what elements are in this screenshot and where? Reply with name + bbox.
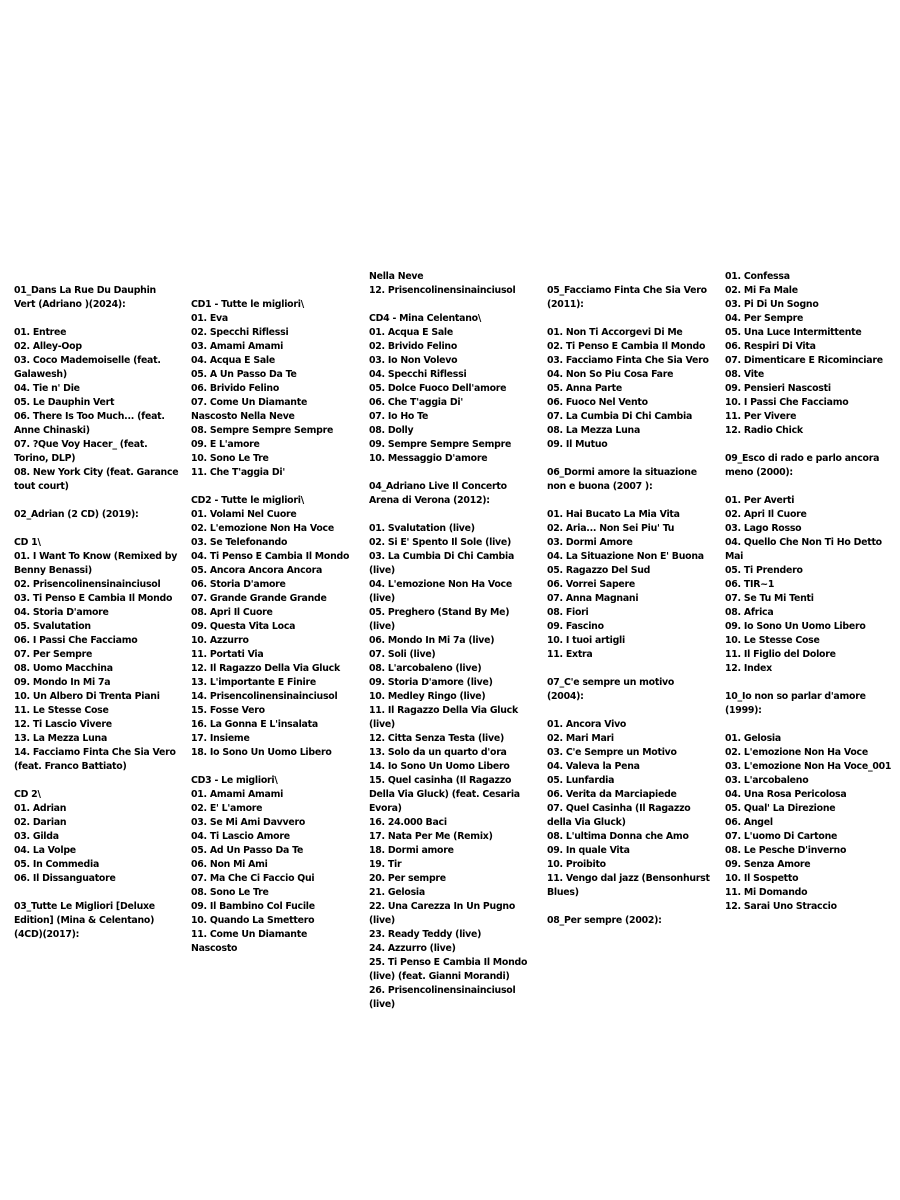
track-line: 04. Tie n' Die xyxy=(14,383,80,394)
track-line: 02. Si E' Spento Il Sole (live) xyxy=(369,537,512,548)
album-heading: 03_Tutte Le Migliori [Deluxe Edition] (Mina & Celentano)(4CD)(2017): xyxy=(14,901,155,940)
disc-heading: CD 1\ xyxy=(14,537,41,548)
track-line: 04. Una Rosa Pericolosa xyxy=(725,789,847,800)
tracklist-column-4 xyxy=(547,270,712,928)
track-line: 10. Azzurro xyxy=(191,635,249,646)
track-line: 06. Vorrei Sapere xyxy=(547,579,636,590)
track-line: 10. Sono Le Tre xyxy=(191,453,269,464)
track-line: 04. Non So Piu Cosa Fare xyxy=(547,369,674,380)
track-line: 25. Ti Penso E Cambia Il Mondo (live) (feat. Gianni Morandi) xyxy=(369,957,528,982)
disc-heading: CD2 - Tutte le migliori\ xyxy=(191,495,304,506)
track-line: 02. Prisencolinensinainciusol xyxy=(14,579,161,590)
blank-line xyxy=(191,284,351,298)
album-heading: 07_C'e sempre un motivo (2004): xyxy=(547,677,675,702)
track-line: 08. Vite xyxy=(725,369,765,380)
track-line: 11. Vengo dal jazz (Bensonhurst Blues) xyxy=(547,873,710,898)
track-line: 03. L'arcobaleno xyxy=(725,775,809,786)
album-heading: 10_Io non so parlar d'amore (1999): xyxy=(725,691,866,716)
track-line: 02. Apri Il Cuore xyxy=(725,509,807,520)
track-line: 10. I tuoi artigli xyxy=(547,635,625,646)
track-line: 11. Per Vivere xyxy=(725,411,797,422)
track-line: 05. Qual' La Direzione xyxy=(725,803,836,814)
track-line: 03. Dormi Amore xyxy=(547,537,633,548)
track-line: 13. La Mezza Luna xyxy=(14,733,108,744)
track-line: 02. Brivido Felino xyxy=(369,341,458,352)
track-line: 18. Io Sono Un Uomo Libero xyxy=(191,747,332,758)
track-line: 02. Mari Mari xyxy=(547,733,614,744)
track-line: 03. Pi Di Un Sogno xyxy=(725,299,819,310)
track-line: 05. Ancora Ancora Ancora xyxy=(191,565,323,576)
track-line: 08. Apri Il Cuore xyxy=(191,607,273,618)
track-line: 01. Eva xyxy=(191,313,228,324)
track-line: 03. Se Telefonando xyxy=(191,537,288,548)
disc-heading: CD1 - Tutte le migliori\ xyxy=(191,299,304,310)
track-line: 22. Una Carezza In Un Pugno (live) xyxy=(369,901,516,926)
track-line: 09. In quale Vita xyxy=(547,845,630,856)
track-line: 01. Volami Nel Cuore xyxy=(191,509,297,520)
track-line: 02. Darian xyxy=(14,817,67,828)
track-line: 05. Svalutation xyxy=(14,621,91,632)
track-line: 04. La Situazione Non E' Buona xyxy=(547,551,704,562)
track-line: 09. Il Mutuo xyxy=(547,439,608,450)
track-line: 06. Che T'aggia Di' xyxy=(369,397,463,408)
track-line: 08. La Mezza Luna xyxy=(547,425,641,436)
blank-line xyxy=(369,508,534,522)
track-line: 15. Fosse Vero xyxy=(191,705,265,716)
track-line: 09. Fascino xyxy=(547,621,604,632)
album-heading: 05_Facciamo Finta Che Sia Vero (2011): xyxy=(547,285,707,310)
track-line: 26. Prisencolinensinainciusol (live) xyxy=(369,985,516,1010)
track-line: 04. Specchi Riflessi xyxy=(369,369,467,380)
track-line: 02. Alley-Oop xyxy=(14,341,82,352)
track-line: 07. Come Un Diamante Nascosto Nella Neve xyxy=(191,397,308,422)
track-line: 14. Facciamo Finta Che Sia Vero (feat. Franco Battiato) xyxy=(14,747,176,772)
blank-line xyxy=(191,480,351,494)
track-line: 06. Storia D'amore xyxy=(191,579,286,590)
blank-line xyxy=(14,270,180,284)
track-line: 10. Il Sospetto xyxy=(725,873,799,884)
tracklist-column-5 xyxy=(725,270,895,914)
track-line: 10. Medley Ringo (live) xyxy=(369,691,486,702)
track-line: 07. ?Que Voy Hacer_ (feat. Torino, DLP) xyxy=(14,439,148,464)
track-line: 05. Una Luce Intermittente xyxy=(725,327,862,338)
track-line: 02. L'emozione Non Ha Voce xyxy=(191,523,334,534)
track-line: 05. Lunfardia xyxy=(547,775,615,786)
track-line: 09. Questa Vita Loca xyxy=(191,621,296,632)
track-line: 03. Io Non Volevo xyxy=(369,355,458,366)
track-line: 01. Acqua E Sale xyxy=(369,327,453,338)
track-line: 03. L'emozione Non Ha Voce_001 xyxy=(725,761,892,772)
blank-line xyxy=(725,480,895,494)
track-line: 03. C'e Sempre un Motivo xyxy=(547,747,677,758)
track-line: 03. Se Mi Ami Davvero xyxy=(191,817,306,828)
track-line: 23. Ready Teddy (live) xyxy=(369,929,482,940)
track-line: 02. E' L'amore xyxy=(191,803,263,814)
track-line: 03. Facciamo Finta Che Sia Vero xyxy=(547,355,709,366)
track-line: 05. Preghero (Stand By Me) (live) xyxy=(369,607,510,632)
track-line: 08. Sempre Sempre Sempre xyxy=(191,425,334,436)
track-line: 14. Prisencolinensinainciusol xyxy=(191,691,338,702)
track-line: 03. Ti Penso E Cambia Il Mondo xyxy=(14,593,173,604)
blank-line xyxy=(369,298,534,312)
track-line: 06. Verita da Marciapiede xyxy=(547,789,677,800)
track-line: 06. Il Dissanguatore xyxy=(14,873,116,884)
track-line: 01. Non Ti Accorgevi Di Me xyxy=(547,327,683,338)
track-line: 07. Ma Che Ci Faccio Qui xyxy=(191,873,315,884)
track-line: 07. La Cumbia Di Chi Cambia xyxy=(547,411,693,422)
track-line: 01. Entree xyxy=(14,327,67,338)
track-line: 08. L'ultima Donna che Amo xyxy=(547,831,689,842)
track-line: 19. Tir xyxy=(369,859,402,870)
track-line: 02. Specchi Riflessi xyxy=(191,327,289,338)
blank-line xyxy=(547,312,712,326)
track-line: 06. Non Mi Ami xyxy=(191,859,268,870)
blank-line xyxy=(725,438,895,452)
track-line: 06. I Passi Che Facciamo xyxy=(14,635,138,646)
track-line: Nella Neve xyxy=(369,271,424,282)
track-line: 06. There Is Too Much... (feat. Anne Chinaski) xyxy=(14,411,165,436)
track-line: 02. Ti Penso E Cambia Il Mondo xyxy=(547,341,706,352)
track-line: 11. Le Stesse Cose xyxy=(14,705,109,716)
track-line: 01. Ancora Vivo xyxy=(547,719,627,730)
tracklist-column-2 xyxy=(191,270,351,956)
track-line: 05. Dolce Fuoco Dell'amore xyxy=(369,383,507,394)
blank-line xyxy=(191,760,351,774)
track-line: 11. Il Figlio del Dolore xyxy=(725,649,836,660)
track-line: 05. A Un Passo Da Te xyxy=(191,369,297,380)
track-line: 24. Azzurro (live) xyxy=(369,943,456,954)
blank-line xyxy=(547,704,712,718)
track-line: 05. Le Dauphin Vert xyxy=(14,397,115,408)
track-line: 12. Index xyxy=(725,663,772,674)
track-line: 09. Pensieri Nascosti xyxy=(725,383,831,394)
track-line: 16. 24.000 Baci xyxy=(369,817,447,828)
track-line: 08. Fiori xyxy=(547,607,589,618)
track-line: 08. New York City (feat. Garance tout court) xyxy=(14,467,179,492)
track-line: 04. L'emozione Non Ha Voce (live) xyxy=(369,579,512,604)
blank-line xyxy=(547,452,712,466)
track-line: 15. Quel casinha (Il Ragazzo Della Via Gluck) (feat. Cesaria Evora) xyxy=(369,775,520,814)
blank-line xyxy=(725,676,895,690)
track-line: 04. Per Sempre xyxy=(725,313,804,324)
track-line: 03. La Cumbia Di Chi Cambia (live) xyxy=(369,551,515,576)
track-line: 01. Per Averti xyxy=(725,495,795,506)
track-line: 10. I Passi Che Facciamo xyxy=(725,397,849,408)
track-line: 17. Insieme xyxy=(191,733,250,744)
track-line: 05. Ti Prendero xyxy=(725,565,803,576)
blank-line xyxy=(547,270,712,284)
track-line: 07. Per Sempre xyxy=(14,649,93,660)
track-line: 17. Nata Per Me (Remix) xyxy=(369,831,493,842)
track-line: 04. Valeva la Pena xyxy=(547,761,640,772)
album-heading: 01_Dans La Rue Du Dauphin Vert (Adriano )(2024): xyxy=(14,285,156,310)
blank-line xyxy=(547,494,712,508)
track-line: 02. Aria... Non Sei Piu' Tu xyxy=(547,523,675,534)
blank-line xyxy=(547,662,712,676)
track-line: 06. Mondo In Mi 7a (live) xyxy=(369,635,495,646)
track-line: 03. Coco Mademoiselle (feat. Galawesh) xyxy=(14,355,161,380)
track-line: 12. Radio Chick xyxy=(725,425,803,436)
track-line: 09. E L'amore xyxy=(191,439,260,450)
track-line: 11. Portati Via xyxy=(191,649,264,660)
track-line: 07. L'uomo Di Cartone xyxy=(725,831,838,842)
track-line: 06. Angel xyxy=(725,817,773,828)
blank-line xyxy=(14,312,180,326)
blank-line xyxy=(14,494,180,508)
track-line: 06. Brivido Felino xyxy=(191,383,280,394)
track-line: 11. Extra xyxy=(547,649,593,660)
track-line: 11. Come Un Diamante Nascosto xyxy=(191,929,308,954)
track-line: 18. Dormi amore xyxy=(369,845,454,856)
track-line: 02. L'emozione Non Ha Voce xyxy=(725,747,868,758)
blank-line xyxy=(14,886,180,900)
track-line: 03. Amami Amami xyxy=(191,341,284,352)
track-line: 16. La Gonna E L'insalata xyxy=(191,719,318,730)
track-line: 13. Solo da un quarto d'ora xyxy=(369,747,507,758)
track-line: 08. L'arcobaleno (live) xyxy=(369,663,482,674)
track-line: 14. Io Sono Un Uomo Libero xyxy=(369,761,510,772)
track-line: 04. Ti Penso E Cambia Il Mondo xyxy=(191,551,350,562)
track-line: 07. Dimenticare E Ricominciare xyxy=(725,355,883,366)
track-line: 21. Gelosia xyxy=(369,887,425,898)
track-line: 12. Citta Senza Testa (live) xyxy=(369,733,504,744)
blank-line xyxy=(547,900,712,914)
tracklist-sheet xyxy=(0,270,900,1010)
track-line: 07. Soli (live) xyxy=(369,649,436,660)
tracklist-column-1 xyxy=(14,270,180,942)
track-line: 02. Mi Fa Male xyxy=(725,285,798,296)
album-heading: 06_Dormi amore la situazione non e buona (2007 ): xyxy=(547,467,697,492)
track-line: 13. L'importante E Finire xyxy=(191,677,316,688)
blank-line xyxy=(14,774,180,788)
track-line: 12. Sarai Uno Straccio xyxy=(725,901,837,912)
track-line: 01. Adrian xyxy=(14,803,67,814)
track-line: 07. Grande Grande Grande xyxy=(191,593,327,604)
track-line: 06. Fuoco Nel Vento xyxy=(547,397,648,408)
track-line: 03. Lago Rosso xyxy=(725,523,802,534)
track-line: 01. Svalutation (live) xyxy=(369,523,475,534)
track-line: 09. Sempre Sempre Sempre xyxy=(369,439,512,450)
track-line: 10. Messaggio D'amore xyxy=(369,453,488,464)
track-line: 09. Io Sono Un Uomo Libero xyxy=(725,621,866,632)
album-heading: 09_Esco di rado e parlo ancora meno (2000): xyxy=(725,453,880,478)
disc-heading: CD3 - Le migliori\ xyxy=(191,775,278,786)
track-line: 07. Se Tu Mi Tenti xyxy=(725,593,814,604)
track-line: 08. Sono Le Tre xyxy=(191,887,269,898)
track-line: 01. I Want To Know (Remixed by Benny Benassi) xyxy=(14,551,178,576)
album-heading: 04_Adriano Live Il Concerto Arena di Verona (2012): xyxy=(369,481,507,506)
blank-line xyxy=(191,270,351,284)
blank-line xyxy=(14,522,180,536)
track-line: 06. Respiri Di Vita xyxy=(725,341,816,352)
disc-heading: CD 2\ xyxy=(14,789,41,800)
track-line: 10. Le Stesse Cose xyxy=(725,635,820,646)
track-line: 08. Africa xyxy=(725,607,774,618)
tracklist-column-3 xyxy=(369,270,534,1012)
track-line: 10. Proibito xyxy=(547,859,606,870)
track-line: 04. Acqua E Sale xyxy=(191,355,275,366)
track-line: 11. Il Ragazzo Della Via Gluck (live) xyxy=(369,705,518,730)
track-line: 01. Amami Amami xyxy=(191,789,284,800)
track-line: 12. Il Ragazzo Della Via Gluck xyxy=(191,663,340,674)
track-line: 01. Gelosia xyxy=(725,733,781,744)
track-line: 05. Ragazzo Del Sud xyxy=(547,565,651,576)
track-line: 11. Che T'aggia Di' xyxy=(191,467,285,478)
track-line: 07. Quel Casinha (Il Ragazzo della Via Gluck) xyxy=(547,803,691,828)
track-line: 09. Mondo In Mi 7a xyxy=(14,677,111,688)
track-line: 08. Le Pesche D'inverno xyxy=(725,845,847,856)
track-line: 04. Storia D'amore xyxy=(14,607,109,618)
track-line: 09. Storia D'amore (live) xyxy=(369,677,493,688)
track-line: 08. Dolly xyxy=(369,425,414,436)
track-line: 12. Ti Lascio Vivere xyxy=(14,719,112,730)
track-line: 05. In Commedia xyxy=(14,859,100,870)
track-line: 12. Prisencolinensinainciusol xyxy=(369,285,516,296)
blank-line xyxy=(725,718,895,732)
track-line: 07. Anna Magnani xyxy=(547,593,639,604)
disc-heading: CD4 - Mina Celentano\ xyxy=(369,313,481,324)
blank-line xyxy=(369,466,534,480)
track-line: 04. Quello Che Non Ti Ho Detto Mai xyxy=(725,537,882,562)
track-line: 04. Ti Lascio Amore xyxy=(191,831,290,842)
track-line: 11. Mi Domando xyxy=(725,887,808,898)
album-heading: 02_Adrian (2 CD) (2019): xyxy=(14,509,139,520)
track-line: 03. Gilda xyxy=(14,831,59,842)
track-line: 06. TIR~1 xyxy=(725,579,775,590)
track-line: 20. Per sempre xyxy=(369,873,446,884)
track-line: 05. Ad Un Passo Da Te xyxy=(191,845,304,856)
track-line: 10. Un Albero Di Trenta Piani xyxy=(14,691,160,702)
track-line: 05. Anna Parte xyxy=(547,383,622,394)
track-line: 01. Confessa xyxy=(725,271,790,282)
track-line: 08. Uomo Macchina xyxy=(14,663,113,674)
track-line: 10. Quando La Smettero xyxy=(191,915,315,926)
album-heading: 08_Per sempre (2002): xyxy=(547,915,662,926)
track-line: 01. Hai Bucato La Mia Vita xyxy=(547,509,680,520)
track-line: 09. Il Bambino Col Fucile xyxy=(191,901,315,912)
track-line: 09. Senza Amore xyxy=(725,859,811,870)
track-line: 07. Io Ho Te xyxy=(369,411,429,422)
track-line: 04. La Volpe xyxy=(14,845,76,856)
